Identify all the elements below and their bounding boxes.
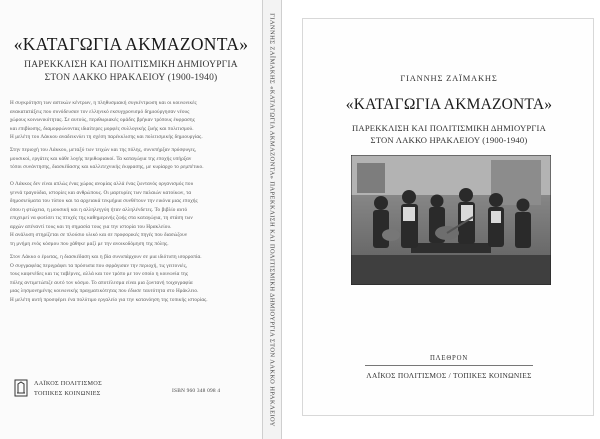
front-publisher-mark: ΠΛΕΘΡΟΝ <box>429 355 469 362</box>
front-cover-title: «ΚΑΤΑΓΩΓΙΑ ΑΚΜΑΖΟΝΤΑ» <box>345 96 553 113</box>
spine <box>262 0 282 439</box>
blurb-line: Στην περιοχή του Λάκκου, μεταξύ των τειχών και της πόλης, συνυπήρξαν πρόσφυγες, <box>10 147 197 153</box>
publisher-logo-icon <box>14 378 28 398</box>
back-cover-subtitle-line2: ΣΤΟΝ ΛΑΚΚΟ ΗΡΑΚΛΕΙΟΥ (1900-1940) <box>44 73 218 83</box>
blurb-line: και επιβίωσης, διαμορφώνοντας ιδιαίτερες μορφές συλλογικής ζωής και πολιτισμού. <box>10 125 194 132</box>
blurb-line: δημοσιεύματα του τύπου και τα αρχειακά τεκμήρια συνθέτουν την εικόνα μιας εποχής <box>10 198 198 204</box>
cover-photo <box>351 155 551 285</box>
back-publisher-name-line2: ΤΟΠΙΚΕΣ ΚΟΙΝΩΝΙΕΣ <box>34 390 101 397</box>
spine-text: ΓΙΑΝΝΗΣ ΖΑΪΜΑΚΗΣ «ΚΑΤΑΓΩΓΙΑ ΑΚΜΑΖΟΝΤΑ» ΠΑΡΕΚΚΛΙΣΗ ΚΑΙ ΠΟΛΙΤΙΣΜΙΚΗ ΔΗΜΙΟΥΡΓΙΑ ΣΤΟΝ ΛΑΚΚΟ ΗΡΑΚΛΕΙΟΥ <box>268 12 276 427</box>
back-cover-title: «ΚΑΤΑΓΩΓΙΑ ΑΚΜΑΖΟΝΤΑ» <box>13 34 249 54</box>
blurb-line: Η μελέτη αυτή προσφέρει ένα πολύτιμο εργαλείο για την κατανόηση της τοπικής ιστορίας. <box>10 296 208 303</box>
front-publisher-series: ΛΑΪΚΟΣ ΠΟΛΙΤΙΣΜΟΣ / ΤΟΠΙΚΕΣ ΚΟΙΝΩΝΙΕΣ <box>366 371 532 380</box>
back-publisher-name-line1: ΛΑΪΚΟΣ ΠΟΛΙΤΙΣΜΟΣ <box>34 380 102 387</box>
front-publisher-divider <box>365 365 533 366</box>
blurb-line: μουσικοί, εργάτες και κάθε λογής περιθωριακοί. Τα καταγώγια της εποχής υπήρξαν <box>10 155 192 162</box>
blurb-line: Η ανάλυση στηρίζεται σε πλούσιο υλικό και σε προφορικές πηγές που διασώζουν <box>10 232 188 238</box>
blurb-line: Η συγκρότηση των αστικών κέντρων, η πληθυσμιακή συγκέντρωση και οι κοινωνικές <box>10 100 197 106</box>
blurb-line: επιχειρεί να φωτίσει τις πτυχές της καθημερινής ζωής στα καταγώγια, τη στάση των <box>10 215 193 221</box>
blurb-line: Ο συγγραφέας περιγράφει τα πρόσωπα που σφράγισαν την περιοχή, τις γειτονιές, <box>10 262 188 269</box>
front-cover-subtitle-line2: ΣΤΟΝ ΛΑΚΚΟ ΗΡΑΚΛΕΙΟΥ (1900-1940) <box>370 135 528 145</box>
blurb-line: ανακατατάξεις που συνόδευσαν τον ελληνικό εκσυγχρονισμό δημιούργησαν νέους <box>10 108 190 115</box>
back-cover-subtitle-line1: ΠΑΡΕΚΚΛΙΣΗ ΚΑΙ ΠΟΛΙΤΙΣΜΙΚΗ ΔΗΜΙΟΥΡΓΙΑ <box>24 60 238 70</box>
back-cover-blurb <box>10 99 252 379</box>
blurb-line: Η μελέτη του Λάκκου αναδεικνύει τη σχέση παρέκκλισης και πολιτισμικής δημιουργίας. <box>10 134 203 140</box>
blurb-line: αρχών απέναντί τους και τη σημασία τους για την ιστορία του Ηρακλείου. <box>10 223 172 230</box>
blurb-line: χώρους κοινωνικότητας. Σε αυτούς, περιθωριακές ομάδες βρήκαν τρόπους έκφρασης <box>10 117 195 123</box>
blurb-line: τους καφενέδες και τις ταβέρνες, αλλά και τον τρόπο με τον οποίο η κοινωνία της <box>10 271 189 277</box>
front-cover-subtitle-line1: ΠΑΡΕΚΚΛΙΣΗ ΚΑΙ ΠΟΛΙΤΙΣΜΙΚΗ ΔΗΜΙΟΥΡΓΙΑ <box>352 123 546 133</box>
blurb-paragraph <box>10 253 252 304</box>
blurb-line: πόλης αντιμετώπιζε αυτό τον κόσμο. Το αποτέλεσμα είναι μια ζωντανή τοιχογραφία <box>10 279 193 286</box>
blurb-line: τη μνήμη ενός κόσμου που χάθηκε μαζί με την ανοικοδόμηση της πόλης. <box>10 240 169 247</box>
blurb-paragraph <box>10 99 252 142</box>
back-cover <box>0 0 262 439</box>
blurb-paragraph <box>10 146 252 172</box>
blurb-line: όπου η φτώχεια, η μουσική και η αλληλεγγύη ήταν αλληλένδετες. Το βιβλίο αυτό <box>10 206 188 213</box>
blurb-line: Ο Λάκκος δεν είναι απλώς ένας χώρος ανομίας αλλά ένας ζωντανός οργανισμός που <box>10 181 194 187</box>
front-cover-author: ΓΙΑΝΝΗΣ ΖΑΪΜΑΚΗΣ <box>400 73 498 83</box>
separator <box>282 0 302 439</box>
blurb-line: μιας λησμονημένης κοινωνικής πραγματικότητας που έδωσε ταυτότητα στο Ηράκλειο. <box>10 288 199 294</box>
front-cover <box>302 18 594 416</box>
isbn: ISBN 960 348 098 4 <box>172 388 221 394</box>
blurb-line: Στον Λάκκο ο έρωτας, η διασκέδαση και η βία συνυπάρχουν σε μια ιδιότυπη ισορροπία. <box>10 254 202 260</box>
blurb-line: τόποι συνάντησης, διασκέδασης και καλλιτεχνικής έκφρασης, με κυρίαρχο το ρεμπέτικο. <box>10 164 204 170</box>
blurb-line: γεννά τραγούδια, ιστορίες και ανθρώπους. Οι μαρτυρίες των παλαιών κατοίκων, τα <box>10 189 192 196</box>
blurb-paragraph <box>10 180 252 248</box>
